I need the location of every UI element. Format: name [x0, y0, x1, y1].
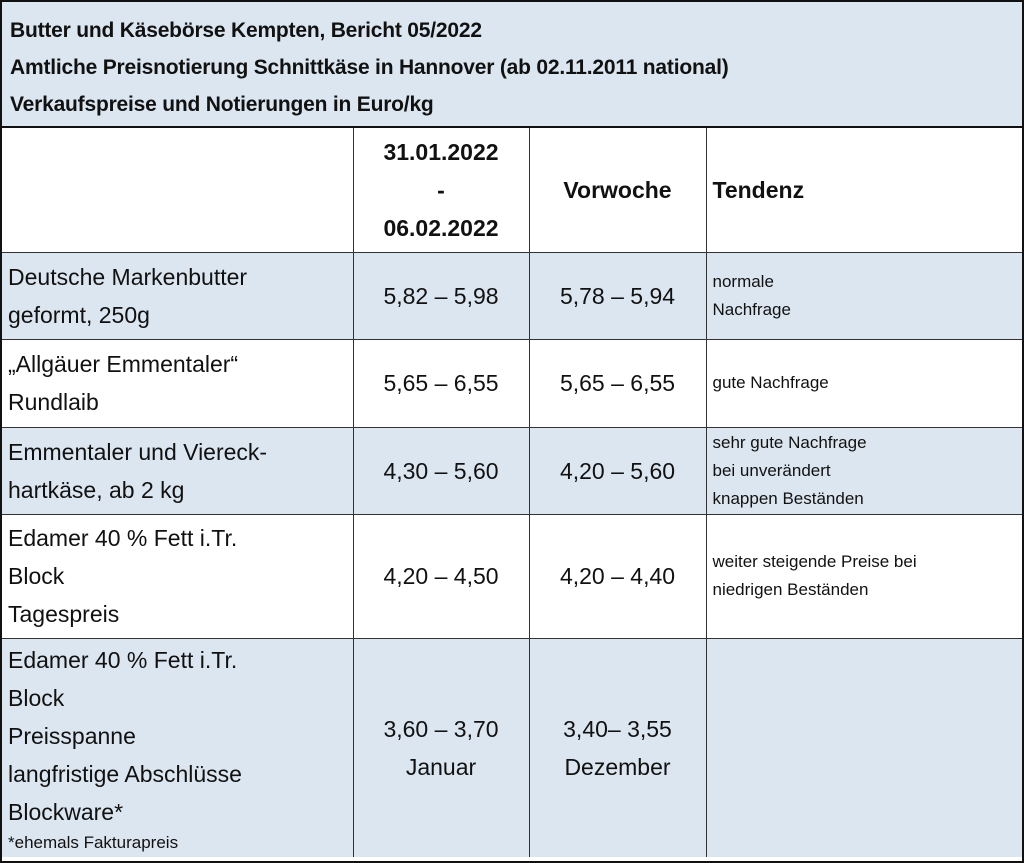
title-line-1: Butter und Käsebörse Kempten, Bericht 05/2022	[10, 19, 482, 42]
current-price: 5,82 – 5,98	[353, 252, 529, 339]
current-price	[353, 638, 529, 857]
table-row	[2, 638, 1022, 857]
trend-line: normale	[712, 271, 774, 291]
product-line: Block	[8, 563, 65, 589]
product-cell	[2, 252, 353, 339]
previous-price	[529, 638, 706, 857]
trend-cell	[706, 638, 1022, 857]
title-line-2: Amtliche Preisnotierung Schnittkäse in Hannover (ab 02.11.2011 national)	[10, 56, 729, 79]
price-range: 3,60 – 3,70	[383, 715, 499, 742]
product-line: Emmentaler und Viereck-	[8, 438, 268, 465]
product-line: geformt, 250g	[8, 301, 150, 328]
trend-line: Nachfrage	[712, 299, 791, 319]
product-line: Tagespreis	[8, 601, 120, 627]
header-period	[353, 128, 529, 252]
previous-price: 4,20 – 5,60	[529, 427, 706, 514]
table-row	[2, 252, 1022, 339]
product-line: „Allgäuer Emmentaler“	[8, 351, 239, 377]
header-empty	[2, 128, 353, 252]
header-trend: Tendenz	[706, 128, 1022, 252]
price-month: Januar	[405, 753, 477, 780]
product-cell	[2, 427, 353, 514]
header-prev-week: Vorwoche	[529, 128, 706, 252]
product-line: Deutsche Markenbutter	[8, 263, 248, 290]
previous-price: 5,65 – 6,55	[529, 339, 706, 427]
report-title	[2, 2, 1022, 128]
product-line: langfristige Abschlüsse	[8, 760, 242, 787]
period-sep: -	[437, 176, 445, 203]
product-line: hartkäse, ab 2 kg	[8, 476, 185, 503]
trend-line: weiter steigende Preise bei	[712, 552, 917, 571]
trend-cell	[706, 427, 1022, 514]
table-row	[2, 514, 1022, 638]
previous-price: 4,20 – 4,40	[529, 514, 706, 638]
trend-line: sehr gute Nachfrage	[712, 432, 867, 452]
price-month: Dezember	[564, 753, 671, 780]
trend-cell	[706, 339, 1022, 427]
trend-line: gute Nachfrage	[712, 373, 829, 392]
trend-cell	[706, 514, 1022, 638]
product-line: Preisspanne	[8, 722, 136, 749]
price-range: 3,40– 3,55	[563, 715, 672, 742]
product-cell	[2, 514, 353, 638]
product-cell	[2, 339, 353, 427]
title-line-3: Verkaufspreise und Notierungen in Euro/kg	[10, 93, 434, 116]
current-price: 5,65 – 6,55	[353, 339, 529, 427]
trend-cell	[706, 252, 1022, 339]
trend-line: knappen Beständen	[712, 488, 864, 508]
product-line: Edamer 40 % Fett i.Tr.	[8, 525, 238, 551]
product-line: Rundlaib	[8, 389, 99, 415]
trend-line: bei unverändert	[712, 460, 831, 480]
product-cell	[2, 638, 353, 857]
price-table	[2, 128, 1022, 857]
current-price: 4,20 – 4,50	[353, 514, 529, 638]
product-line: Block	[8, 684, 65, 711]
table-row	[2, 339, 1022, 427]
product-line: Edamer 40 % Fett i.Tr.	[8, 646, 238, 673]
period-end: 06.02.2022	[383, 214, 499, 241]
header-row	[2, 128, 1022, 252]
previous-price: 5,78 – 5,94	[529, 252, 706, 339]
period-start: 31.01.2022	[383, 138, 499, 165]
trend-line: niedrigen Beständen	[712, 580, 869, 599]
table-row	[2, 427, 1022, 514]
product-line: Blockware*	[8, 798, 124, 825]
footnote: *ehemals Fakturapreis	[8, 832, 179, 852]
current-price: 4,30 – 5,60	[353, 427, 529, 514]
